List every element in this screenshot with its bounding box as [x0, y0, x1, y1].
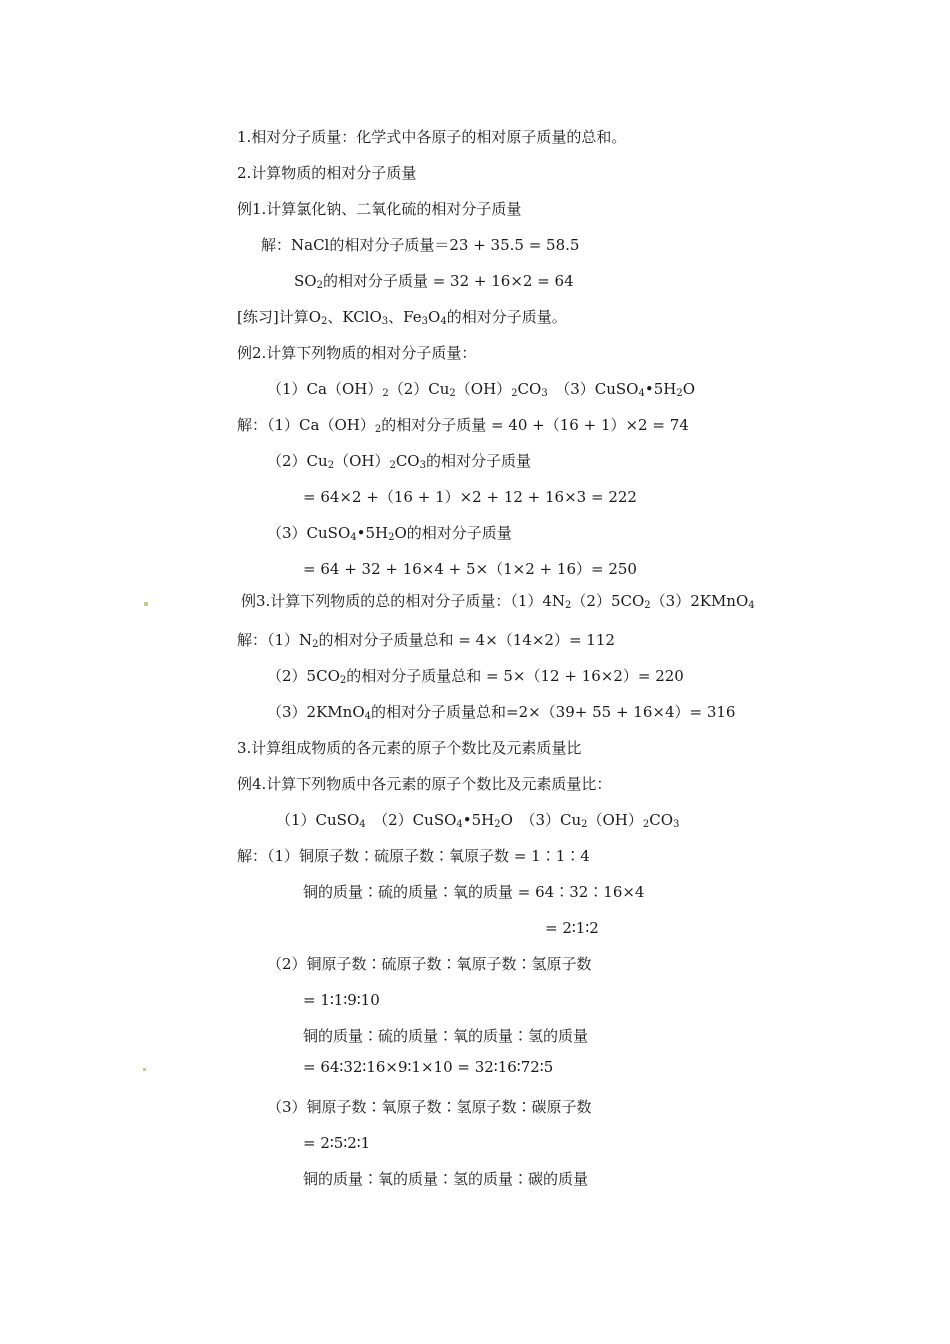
line-example-1: 例1.计算氯化钠、二氧化硫的相对分子质量 — [237, 200, 522, 218]
line-example-2-solution-3: $(3)CuSO_4•5H_2O$的相对分子质量 — [267, 524, 512, 543]
line-example-4-solution-2-atoms-ratio: = 1∶1∶9∶10 — [303, 991, 380, 1009]
line-example-4-solution-3-atoms: （3）铜原子数∶氧原子数∶氢原子数∶碳原子数 — [267, 1098, 592, 1116]
line-section-2-heading: 2.计算物质的相对分子质量 — [237, 164, 417, 182]
line-example-1-so2: $SO_2$的相对分子质量 = 32 + 16×2 = 64 — [294, 272, 574, 291]
line-definition: 1.相对分子质量：化学式中各原子的相对原子质量的总和。 — [237, 128, 627, 146]
line-example-1-nacl: 解：NaCl的相对分子质量＝23 + 35.5 = 58.5 — [261, 236, 580, 254]
line-example-4-items: （1）CuSO$_4$ $(2)CuSO_4•5H_2O$ $(3)Cu_2(OH)_2CO_3$ — [276, 811, 680, 830]
line-example-3-solution-3: （3）2KMnO$_4$的相对分子质量总和=2×（39+ 55 + 16×4）= 316 — [267, 703, 736, 722]
line-section-3-heading: 3.计算组成物质的各元素的原子个数比及元素质量比 — [237, 739, 582, 757]
line-example-4: 例4.计算下列物质中各元素的原子个数比及元素质量比： — [237, 775, 612, 793]
line-example-4-solution-2-mass: 铜的质量∶硫的质量∶氧的质量∶氢的质量 — [303, 1027, 589, 1045]
line-example-2: 例2.计算下列物质的相对分子质量： — [237, 344, 477, 362]
line-example-4-solution-3-mass: 铜的质量∶氧的质量∶氢的质量∶碳的质量 — [303, 1170, 589, 1188]
line-example-3-solution-2: $(2)5CO_2$的相对分子质量总和 = 5×（12 + 16×2）= 220 — [267, 667, 684, 686]
line-example-4-solution-3-atoms-ratio: = 2∶5∶2∶1 — [303, 1134, 371, 1152]
line-example-2-solution-2-calc: = 64×2 +（16 + 1）×2 + 12 + 16×3 = 222 — [303, 488, 637, 506]
line-example-2-items: $(1)Ca(OH)_2(2)Cu_2(OH)_2CO_3$ $(3)CuSO_4•5H_2O$ — [267, 380, 696, 399]
line-practice: [练习]计算$O_2$、KClO$_3$、$Fe_3O_4$的相对分子质量。 — [237, 308, 567, 327]
line-example-2-solution-1: 解：$(1)Ca(OH)_2$的相对分子质量 = 40 +（16 + 1）×2 = 74 — [237, 416, 689, 435]
line-example-3-solution-1: 解：$(1)N_2$的相对分子质量总和 = 4×（14×2）= 112 — [237, 631, 615, 650]
line-example-2-solution-2: $(2)Cu_2(OH)_2CO_3$的相对分子质量 — [267, 452, 531, 471]
line-example-4-solution-2-atoms: （2）铜原子数∶硫原子数∶氧原子数∶氢原子数 — [267, 955, 592, 973]
line-example-4-solution-1-result: = 2∶1∶2 — [545, 919, 599, 937]
scan-speck — [143, 1068, 146, 1071]
line-example-2-solution-3-calc: = 64 + 32 + 16×4 + 5×（1×2 + 16）= 250 — [303, 560, 637, 578]
line-example-4-solution-1-atoms: 解：（1）铜原子数∶硫原子数∶氧原子数 = 1∶1∶4 — [237, 847, 590, 865]
scan-speck — [144, 602, 148, 606]
line-example-4-solution-1-mass: 铜的质量∶硫的质量∶氧的质量 = 64∶32∶16×4 — [303, 883, 645, 901]
line-example-4-solution-2-mass-ratio: = 64∶32∶16×9∶1×10 = 32∶16∶72∶5 — [303, 1058, 554, 1076]
line-example-3: 例3.计算下列物质的总的相对分子质量：$(1)4N_2(2)5CO_2(3)2KMnO_4$ — [241, 592, 755, 611]
